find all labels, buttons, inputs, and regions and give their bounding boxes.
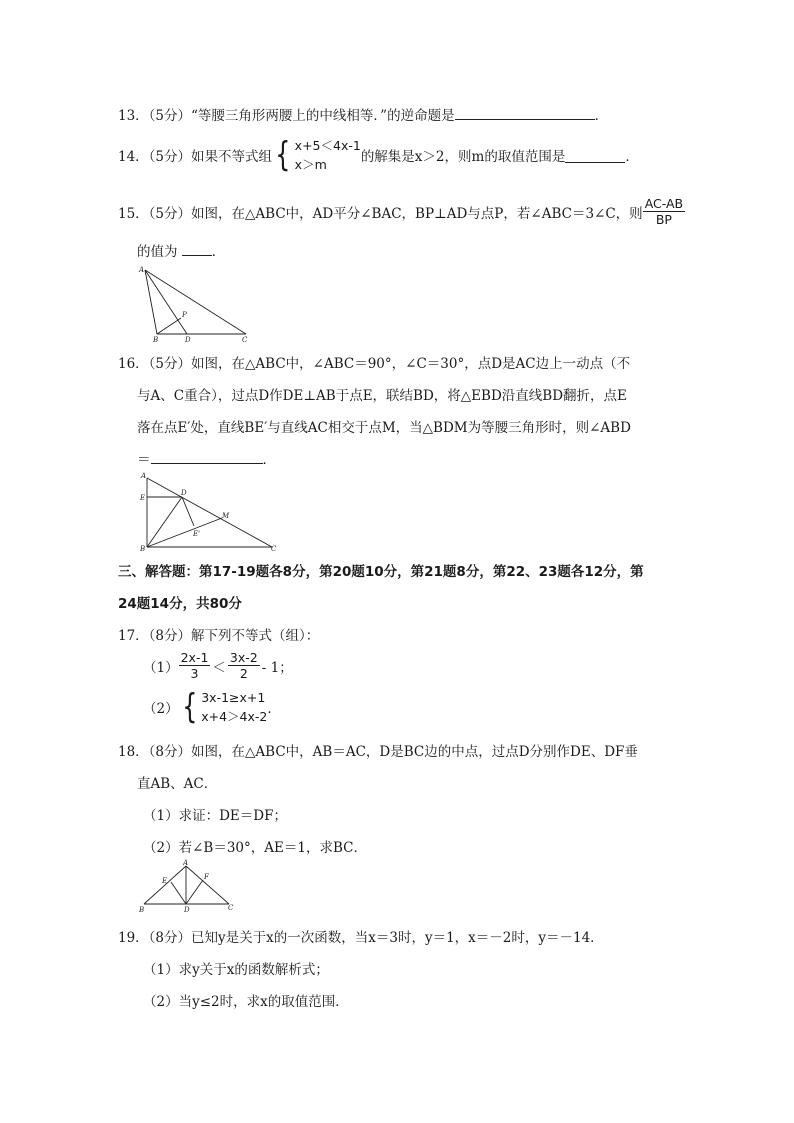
operator: ＜ [212, 659, 226, 676]
vertex-label: A [183, 859, 189, 867]
q13-end: ． [594, 108, 609, 124]
question-19-part2 [143, 990, 349, 1010]
question-18-part1 [143, 804, 287, 824]
q16-line4: ＝ [137, 452, 151, 468]
figure-18 [136, 858, 240, 914]
q18-part1: （1）求证：DE＝DF； [143, 808, 287, 824]
q19-line1: 19．（8分）已知y是关于x的一次函数，当x＝3时，y＝1，x＝－2时，y＝－14． [118, 930, 604, 946]
system-line: x＞m [294, 157, 327, 172]
q19-part1: （1）求y关于x的函数解析式； [143, 962, 329, 978]
q14-post: 的解集是x＞2，则m的取值范围是 [360, 149, 566, 165]
question-15-line2 [137, 240, 225, 260]
vertex-label: C [242, 336, 248, 344]
answer-blank [151, 449, 263, 464]
vertex-label: B [140, 545, 146, 553]
q17-title: 17．（8分）解下列不等式（组）： [118, 628, 320, 644]
vertex-label: B [153, 336, 159, 344]
inequality-system [272, 136, 361, 174]
q17-p2-tail: ． [267, 701, 281, 717]
question-17 [118, 624, 319, 644]
vertex-label: E' [193, 530, 201, 538]
q15-pre: 15．（5分）如图，在△ABC中，AD平分∠BAC，BP⊥AD与点P，若∠ABC＝3∠C，则 [118, 205, 643, 222]
vertex-label: D [185, 336, 191, 344]
answer-blank [565, 148, 625, 163]
vertex-label: M [222, 512, 230, 520]
question-19-line1 [118, 926, 604, 946]
system-line: x+5＜4x-1 [294, 138, 361, 153]
vertex-label: E [162, 877, 168, 885]
vertex-label: C [271, 545, 277, 553]
system-line: x+4＞4x-2 [201, 709, 268, 724]
part-label: （1） [143, 659, 179, 676]
question-16-line2 [137, 384, 627, 404]
vertex-label: E [140, 494, 146, 502]
q16-line3: 落在点E′处，直线BE′与直线AC相交于点M，当△BDM为等腰三角形时，则∠ABD [137, 420, 631, 436]
question-17-part1 [143, 650, 293, 681]
fraction-numerator: AC-AB [644, 196, 684, 211]
q16-line1: 16．（5分）如图，在△ABC中，∠ABC＝90°，∠C＝30°，点D是AC边上一动点（不 [118, 356, 631, 372]
q13-text: 13．（5分）“等腰三角形两腰上的中线相等．”的逆命题是 [118, 108, 455, 124]
inequality-system [179, 688, 268, 726]
fraction-denominator: BP [655, 212, 672, 227]
q18-part2: （2）若∠B＝30°，AE＝1，求BC． [143, 840, 367, 856]
system-line: 3x-1≥x+1 [201, 690, 266, 705]
q16-line2: 与A、C重合），过点D作DE⊥AB于点E，联结BD，将△EBD沿直线BD翻折，点E [137, 388, 627, 404]
vertex-label: B [139, 906, 145, 914]
fraction-denominator: 3 [190, 666, 199, 681]
q14-pre: 14．（5分）如果不等式组 [118, 149, 273, 165]
q18-line2: 直AB、AC． [137, 776, 218, 792]
q15-end: ． [211, 244, 226, 260]
vertex-label: P [182, 311, 187, 319]
question-16-line4 [137, 448, 276, 468]
vertex-label: D [184, 906, 190, 914]
answer-blank [455, 105, 595, 120]
q17-p1-tail: - 1； [261, 659, 293, 676]
fraction [228, 650, 260, 681]
q16-end: ． [262, 452, 276, 468]
section-header-line2: 24题14分，共80分 [118, 596, 242, 612]
question-18-line2 [137, 772, 217, 792]
question-17-part2 [143, 688, 281, 726]
fraction [643, 196, 685, 227]
fraction-numerator: 3x-2 [229, 650, 258, 665]
vertex-label: D [181, 489, 187, 497]
q14-end: ． [625, 149, 639, 165]
question-16-line3 [137, 416, 631, 436]
q19-part2: （2）当y≤2时，求x的取值范围． [143, 994, 349, 1010]
question-19-part1 [143, 958, 329, 978]
figure-16 [136, 470, 284, 554]
brace-icon: { [181, 687, 197, 727]
vertex-label: F [204, 873, 209, 881]
question-15 [118, 196, 685, 227]
question-16-line1 [118, 352, 630, 372]
vertex-label: C [228, 904, 234, 912]
q18-line1: 18．（8分）如图，在△ABC中，AB＝AC，D是BC边的中点，过点D分别作DE、DF垂 [118, 744, 638, 760]
question-18-line1 [118, 740, 638, 760]
brace-icon: { [275, 135, 291, 175]
fraction-denominator: 2 [239, 666, 248, 681]
question-18-part2 [143, 836, 367, 856]
section-header-line1: 三、解答题：第17-19题各8分，第20题10分，第21题8分，第22、23题各12分，第 [118, 564, 644, 580]
answer-blank [182, 241, 212, 256]
vertex-label: A [139, 266, 145, 274]
part-label: （2） [143, 701, 179, 717]
section-header-2 [118, 592, 242, 612]
fraction-numerator: 2x-1 [180, 650, 209, 665]
fraction [179, 650, 211, 681]
figure-15 [136, 262, 256, 344]
question-14 [118, 136, 639, 174]
vertex-label: A [141, 472, 147, 480]
q15-line2: 的值为 [137, 244, 178, 260]
section-header [118, 560, 644, 580]
question-13 [118, 104, 608, 124]
